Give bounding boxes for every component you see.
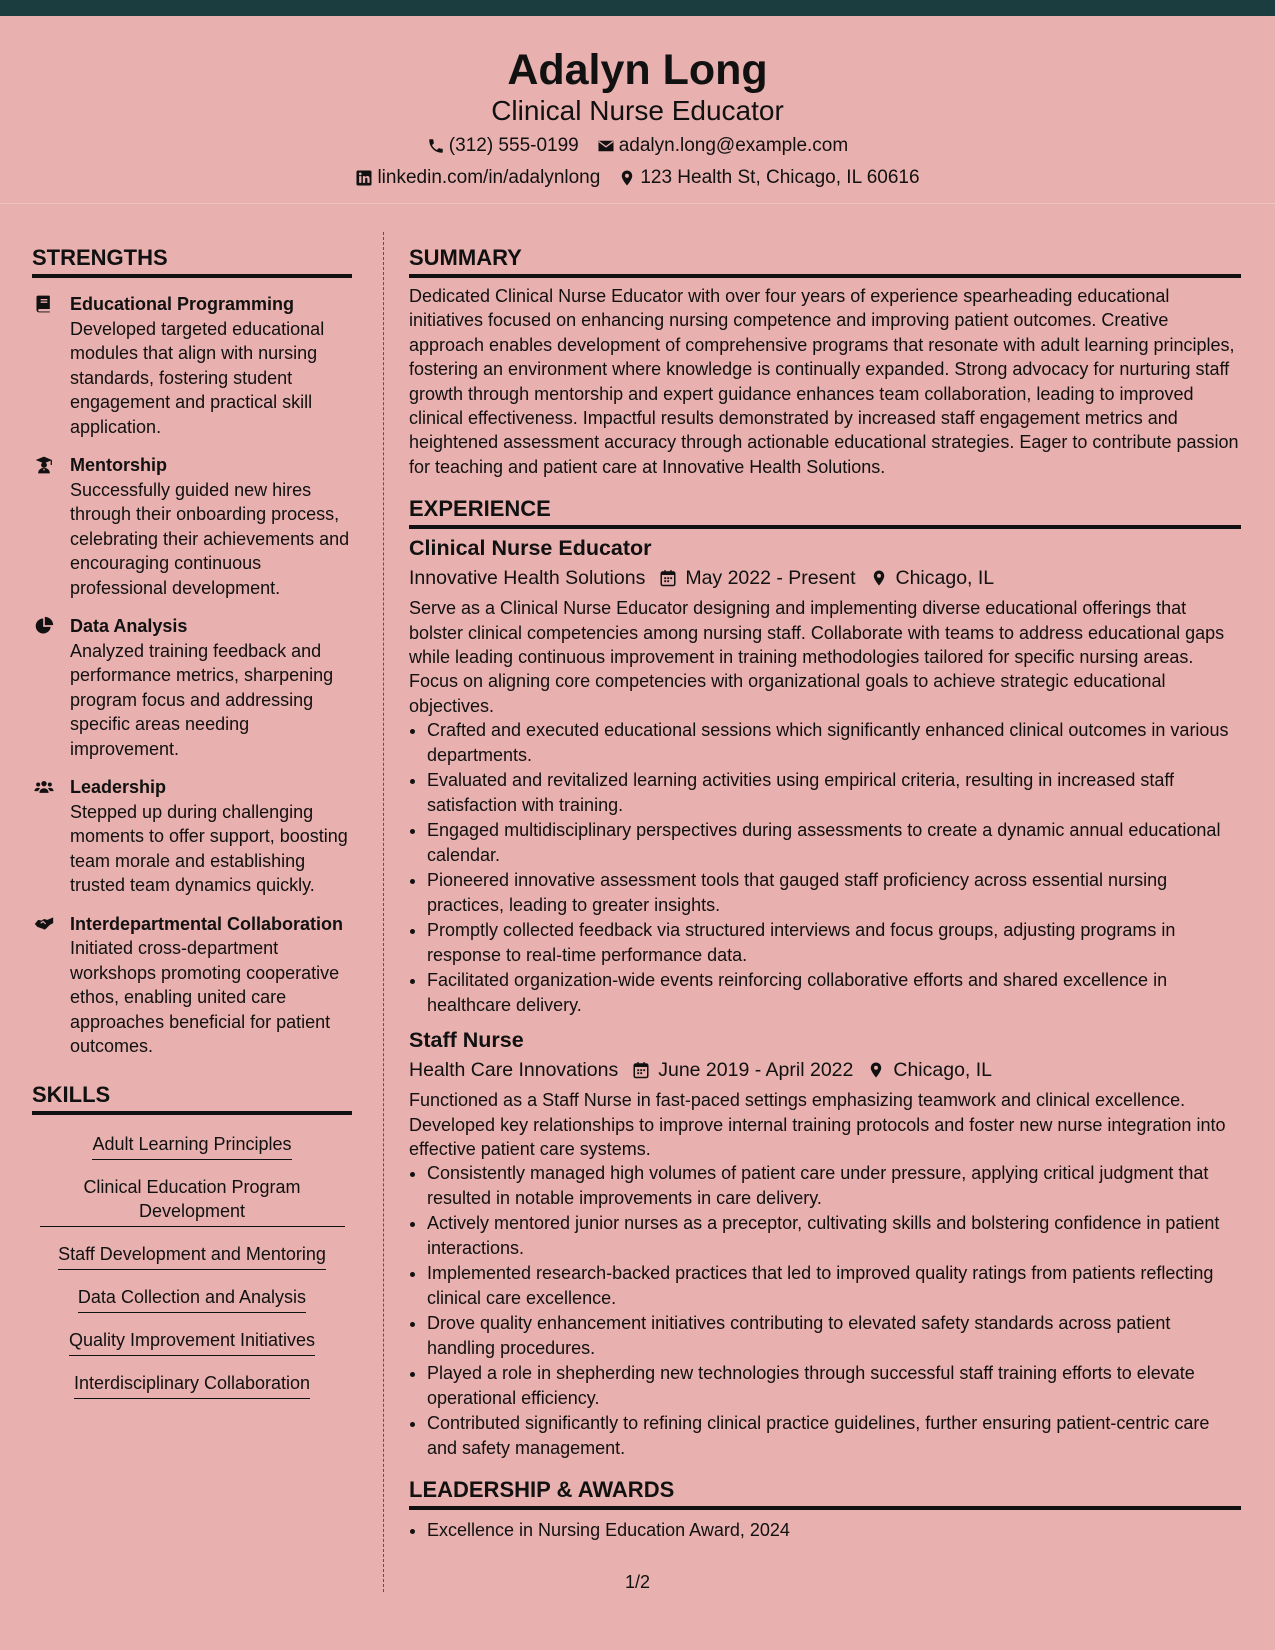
strength-desc: Successfully guided new hires through their onboarding process, celebrating their achievements and encouraging continuous professional development. xyxy=(70,479,350,598)
job-entry xyxy=(409,1025,1241,1460)
list-item: • Engaged multidisciplinary perspectives during assessments to create a dynamic annual educational calendar. xyxy=(427,818,1241,867)
list-item: • Consistently managed high volumes of patient care under pressure, applying critical judgment that resulted in notable improvements in care delivery. xyxy=(427,1161,1241,1210)
job-company: Health Care Innovations xyxy=(409,1059,619,1082)
list-item: • Drove quality enhancement initiatives contributing to elevated safety standards across patient handling procedures. xyxy=(427,1311,1241,1360)
map-pin-icon xyxy=(867,1061,885,1079)
pie-chart-icon xyxy=(34,616,54,636)
map-pin-icon xyxy=(870,569,888,587)
strength-title: Interdepartmental Collaboration xyxy=(70,913,344,934)
strength-item xyxy=(32,775,352,898)
contact-row-2 xyxy=(0,166,1275,190)
calendar-icon xyxy=(659,569,677,587)
strength-title: Mentorship xyxy=(70,455,167,475)
job-dates-text: May 2022 - Present xyxy=(685,567,856,590)
handshake-icon xyxy=(34,914,54,934)
job-dates xyxy=(632,1055,853,1085)
list-item: • Contributed significantly to refining clinical practice guidelines, further ensuring patient-centric care and safety management. xyxy=(427,1411,1241,1460)
email-text: adalyn.long@example.com xyxy=(618,135,849,156)
list-item: • Facilitated organization-wide events reinforcing collaborative efforts and shared excellence in healthcare delivery. xyxy=(427,968,1241,1017)
strengths-heading: STRENGTHS xyxy=(32,242,352,278)
skill-item: Clinical Education Program Development xyxy=(40,1173,345,1227)
experience-heading: EXPERIENCE xyxy=(409,493,1241,529)
strength-item xyxy=(32,292,352,439)
list-item: • Pioneered innovative assessment tools that gauged staff proficiency across essential nursing practices, leading to greater insights. xyxy=(427,868,1241,917)
skill-item: Staff Development and Mentoring xyxy=(58,1240,326,1270)
job-description: Serve as a Clinical Nurse Educator designing and implementing diverse educational offerings that bolster clinical competencies among nursing staff. Collaborate with teams to address educational gaps while leading continuous improvement in training methodologies tailored for specific nursing areas. Focus on aligning core competencies with organizational goals to achieve strategic educational objectives. xyxy=(409,598,1225,716)
strength-desc: Analyzed training feedback and performance metrics, sharpening program focus and addressing specific areas needing improvement. xyxy=(70,640,334,759)
map-pin-icon xyxy=(618,169,636,187)
list-item: • Crafted and executed educational sessions which significantly enhanced clinical outcomes in various departments. xyxy=(427,718,1241,767)
job-meta xyxy=(409,1055,1241,1085)
candidate-title: Clinical Nurse Educator xyxy=(491,95,784,126)
job-bullets xyxy=(409,718,1241,1017)
phone-contact[interactable] xyxy=(427,134,579,158)
list-item: • Played a role in shepherding new technologies through successful staff training efforts to elevate operational efficiency. xyxy=(427,1361,1241,1410)
strength-desc: Initiated cross-department workshops promoting cooperative ethos, enabling united care approaches beneficial for patient outcomes. xyxy=(70,938,340,1056)
list-item: • Implemented research-backed practices that led to improved quality ratings from patients reflecting clinical care excellence. xyxy=(427,1261,1241,1310)
header-divider xyxy=(0,203,1275,204)
list-item: • Evaluated and revitalized learning activities using empirical criteria, resulting in increased staff satisfaction with training. xyxy=(427,768,1241,817)
strength-title: Data Analysis xyxy=(70,616,188,636)
strength-item xyxy=(32,614,352,761)
list-item: • Actively mentored junior nurses as a preceptor, cultivating skills and bolstering confidence in patient interactions. xyxy=(427,1211,1241,1260)
job-title: Clinical Nurse Educator xyxy=(409,536,652,561)
linkedin-icon xyxy=(355,169,373,187)
left-column xyxy=(32,242,352,1407)
list-item: • Excellence in Nursing Education Award, 2024 xyxy=(427,1518,1241,1542)
summary-text: Dedicated Clinical Nurse Educator with over four years of experience spearheading educational initiatives focused on enhancing nursing competence and improving patient outcomes. Creative approach enables development of comprehensive programs that resonate with adult learning principles, fostering an environment where knowledge is continually expanded. Strong advocacy for nurturing staff growth through mentorship and expert guidance enhances team collaboration, leading to improved clinical effectiveness. Impactful results demonstrated by increased staff engagement metrics and heightened assessment accuracy through actionable educational strategies. Eager to contribute passion for teaching and patient care at Innovative Health Solutions. xyxy=(409,286,1239,477)
job-location xyxy=(870,563,995,593)
skills-heading: SKILLS xyxy=(32,1079,352,1115)
job-description: Functioned as a Staff Nurse in fast-paced settings emphasizing teamwork and clinical excellence. Developed key relationships to improve internal training protocols and foster new nurse integration into effective patient care systems. xyxy=(409,1090,1226,1159)
resume-header xyxy=(0,16,1275,204)
summary-heading: SUMMARY xyxy=(409,242,1241,278)
strength-item xyxy=(32,453,352,600)
strength-title: Leadership xyxy=(70,777,167,797)
phone-text: (312) 555-0199 xyxy=(448,135,579,156)
job-dates xyxy=(659,563,855,593)
address-contact xyxy=(618,166,919,190)
job-entry xyxy=(409,533,1241,1017)
phone-icon xyxy=(427,137,445,155)
page-number: 1/2 xyxy=(624,1572,651,1592)
contact-row-1 xyxy=(0,134,1275,158)
job-location xyxy=(867,1055,992,1085)
strength-desc: Developed targeted educational modules that align with nursing standards, fostering student engagement and practical skill application. xyxy=(70,318,325,437)
job-dates-text: June 2019 - April 2022 xyxy=(658,1059,854,1082)
address-text: 123 Health St, Chicago, IL 60616 xyxy=(640,167,920,188)
job-location-text: Chicago, IL xyxy=(893,1059,993,1082)
users-icon xyxy=(34,777,54,797)
strength-item xyxy=(32,912,352,1059)
job-meta xyxy=(409,563,1241,593)
job-bullets xyxy=(409,1161,1241,1460)
skills-list xyxy=(32,1125,352,1407)
candidate-name: Adalyn Long xyxy=(507,46,768,94)
awards-heading: LEADERSHIP & AWARDS xyxy=(409,1474,1241,1510)
list-item: • Promptly collected feedback via structured interviews and focus groups, adjusting programs in response to real-time performance data. xyxy=(427,918,1241,967)
skill-item: Adult Learning Principles xyxy=(92,1130,291,1160)
strength-title: Educational Programming xyxy=(70,294,295,314)
strength-desc: Stepped up during challenging moments to offer support, boosting team morale and establishing trusted team dynamics quickly. xyxy=(70,801,348,895)
top-bar xyxy=(0,0,1275,16)
skill-item: Quality Improvement Initiatives xyxy=(69,1326,315,1356)
linkedin-text: linkedin.com/in/adalynlong xyxy=(377,167,601,188)
skill-item: Interdisciplinary Collaboration xyxy=(74,1369,310,1399)
linkedin-contact[interactable] xyxy=(355,166,600,190)
calendar-icon xyxy=(632,1061,650,1079)
email-contact[interactable] xyxy=(597,134,848,158)
envelope-icon xyxy=(597,137,615,155)
column-divider xyxy=(383,232,384,1592)
book-icon xyxy=(34,294,54,314)
right-column xyxy=(409,242,1241,1544)
skill-item: Data Collection and Analysis xyxy=(78,1283,306,1313)
job-location-text: Chicago, IL xyxy=(895,567,995,590)
job-title: Staff Nurse xyxy=(409,1028,524,1053)
job-company: Innovative Health Solutions xyxy=(409,567,646,590)
graduate-icon xyxy=(34,455,54,475)
awards-list xyxy=(409,1518,1241,1542)
